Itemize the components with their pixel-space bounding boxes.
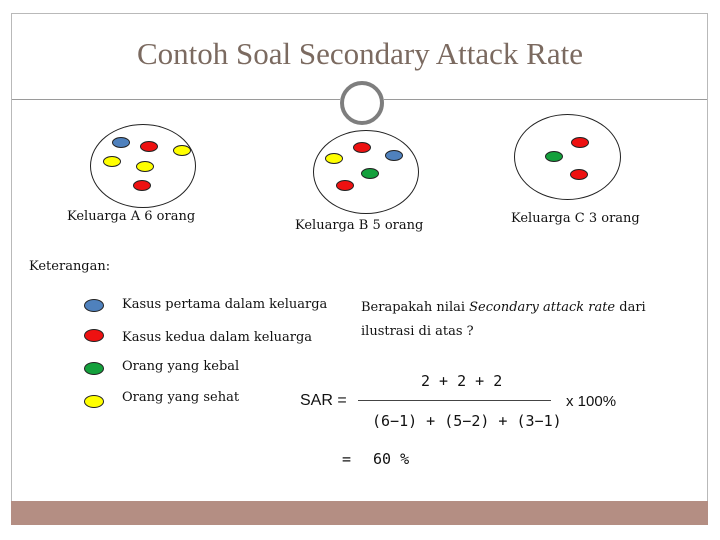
legend-immune-label: Orang yang kebal	[122, 359, 240, 374]
footer-bar	[11, 501, 708, 525]
formula-numerator: 2 + 2 + 2	[421, 372, 503, 390]
question-prefix: Berapakah nilai	[361, 300, 470, 315]
family-a-secondary-case-dot	[140, 141, 158, 152]
family-a-label: Keluarga A 6 orang	[67, 209, 196, 224]
question-line-2: ilustrasi di atas ?	[361, 324, 474, 339]
family-b-healthy-dot	[325, 153, 343, 164]
legend-secondary-case-dot	[84, 329, 104, 342]
legend-healthy-dot	[84, 395, 104, 408]
legend-healthy-label: Orang yang sehat	[122, 390, 240, 405]
family-c-label: Keluarga C 3 orang	[511, 211, 640, 226]
family-c-immune-dot	[545, 151, 563, 162]
family-b-secondary-case-dot	[353, 142, 371, 153]
family-a-secondary-case-dot	[133, 180, 151, 191]
family-c-secondary-case-dot	[570, 169, 588, 180]
family-c-secondary-case-dot	[571, 137, 589, 148]
formula-result: 60 %	[373, 450, 410, 468]
family-b-secondary-case-dot	[336, 180, 354, 191]
family-a-first-case-dot	[112, 137, 130, 148]
formula-multiplier: x 100%	[566, 393, 617, 410]
legend-secondary-case-label: Kasus kedua dalam keluarga	[122, 330, 313, 345]
question-emphasis: Secondary attack rate	[469, 300, 616, 315]
question-line-1	[361, 300, 646, 315]
formula-fraction-line	[358, 400, 551, 401]
formula-denominator: (6−1) + (5−2) + (3−1)	[372, 412, 562, 430]
legend-heading: Keterangan:	[29, 259, 111, 274]
family-a-healthy-dot	[136, 161, 154, 172]
family-b-label: Keluarga B 5 orang	[295, 218, 424, 233]
family-a-healthy-dot	[173, 145, 191, 156]
question-suffix: dari	[615, 300, 646, 315]
legend-first-case-dot	[84, 299, 104, 312]
formula-result-equals: =	[342, 450, 352, 468]
legend-first-case-label: Kasus pertama dalam keluarga	[122, 297, 328, 312]
family-c-circle	[514, 114, 621, 200]
title-divider-left	[12, 99, 340, 100]
decorative-ring-icon	[340, 81, 384, 125]
title-divider-right	[384, 99, 707, 100]
family-b-immune-dot	[361, 168, 379, 179]
slide-title: Contoh Soal Secondary Attack Rate	[137, 36, 583, 71]
formula-lhs: SAR =	[300, 392, 347, 409]
family-b-first-case-dot	[385, 150, 403, 161]
legend-immune-dot	[84, 362, 104, 375]
family-a-healthy-dot	[103, 156, 121, 167]
